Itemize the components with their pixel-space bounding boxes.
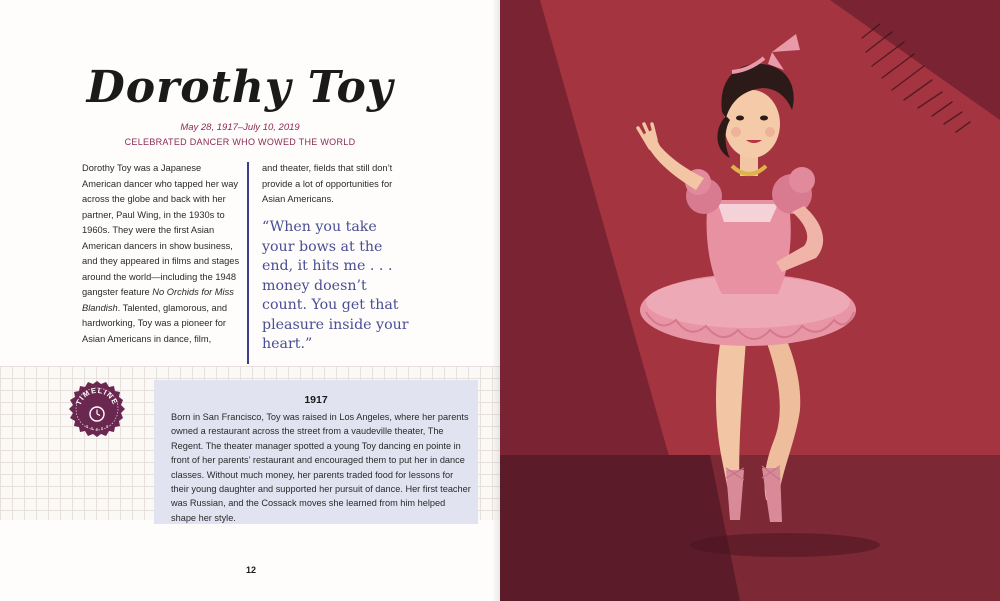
- left-cheek: [731, 127, 741, 137]
- body-column-1: [82, 161, 240, 347]
- column-divider: [247, 162, 249, 364]
- body-text-part1: Dorothy Toy was a Japanese American dancer who tapped her way across the globe and back with her partner, Paul Wing, in the 1930s to 1960s. They were the first Asian American dancers in show business, and they appeared in films and stages around the world—including the 1948 gangster feature: [82, 163, 240, 297]
- timeline-badge: [68, 380, 126, 438]
- right-eye: [760, 116, 768, 121]
- film-title: No Orchids for Miss Blandish: [82, 287, 234, 313]
- bodice-lace: [718, 204, 778, 222]
- badge-label: TIMELINE: [73, 385, 121, 407]
- right-cheek: [765, 127, 775, 137]
- body-column-2: and theater, fields that still don’t provide a lot of opportunities for Asian Americans.: [262, 163, 393, 204]
- body-text-part2: . Talented, glamorous, and hardworking, Toy was a pioneer for Asian Americans in dance, film,: [82, 302, 228, 344]
- timeline-year: 1917: [304, 394, 328, 406]
- life-dates: May 28, 1917–July 10, 2019: [180, 122, 300, 133]
- page-number: 12: [245, 565, 256, 575]
- spotlight-floor: [710, 455, 1000, 601]
- ballerina-illustration: [500, 0, 1000, 601]
- left-eye: [736, 116, 744, 121]
- tagline: CELEBRATED DANCER WHO WOWED THE WORLD: [124, 137, 356, 147]
- timeline-text: Born in San Francisco, Toy was raised in Los Angeles, where her parents owned a restaurant across the street from a vaudeville theater, The Regent. The theater manager spotted a young Toy dancing en pointe in front of her parents’ restaurant and encouraged them to put her in dance classes. Without much money, her parents traded food for lessons for their young daughter and supported her pursuit of dance. Her first teacher was Russian, and the Cossack moves she learned from him helped shape her style.: [171, 412, 471, 523]
- dancer-shadow: [690, 533, 880, 557]
- right-shoulder-ruffle-2: [789, 167, 815, 193]
- page-title: Dorothy Toy: [86, 62, 394, 113]
- timeline-box: [154, 380, 478, 524]
- pull-quote: “When you take your bows at the end, it hits me . . . money doesn’t count. You get that pleasure inside your heart.”: [262, 219, 409, 352]
- right-page-illustration: [500, 0, 1000, 601]
